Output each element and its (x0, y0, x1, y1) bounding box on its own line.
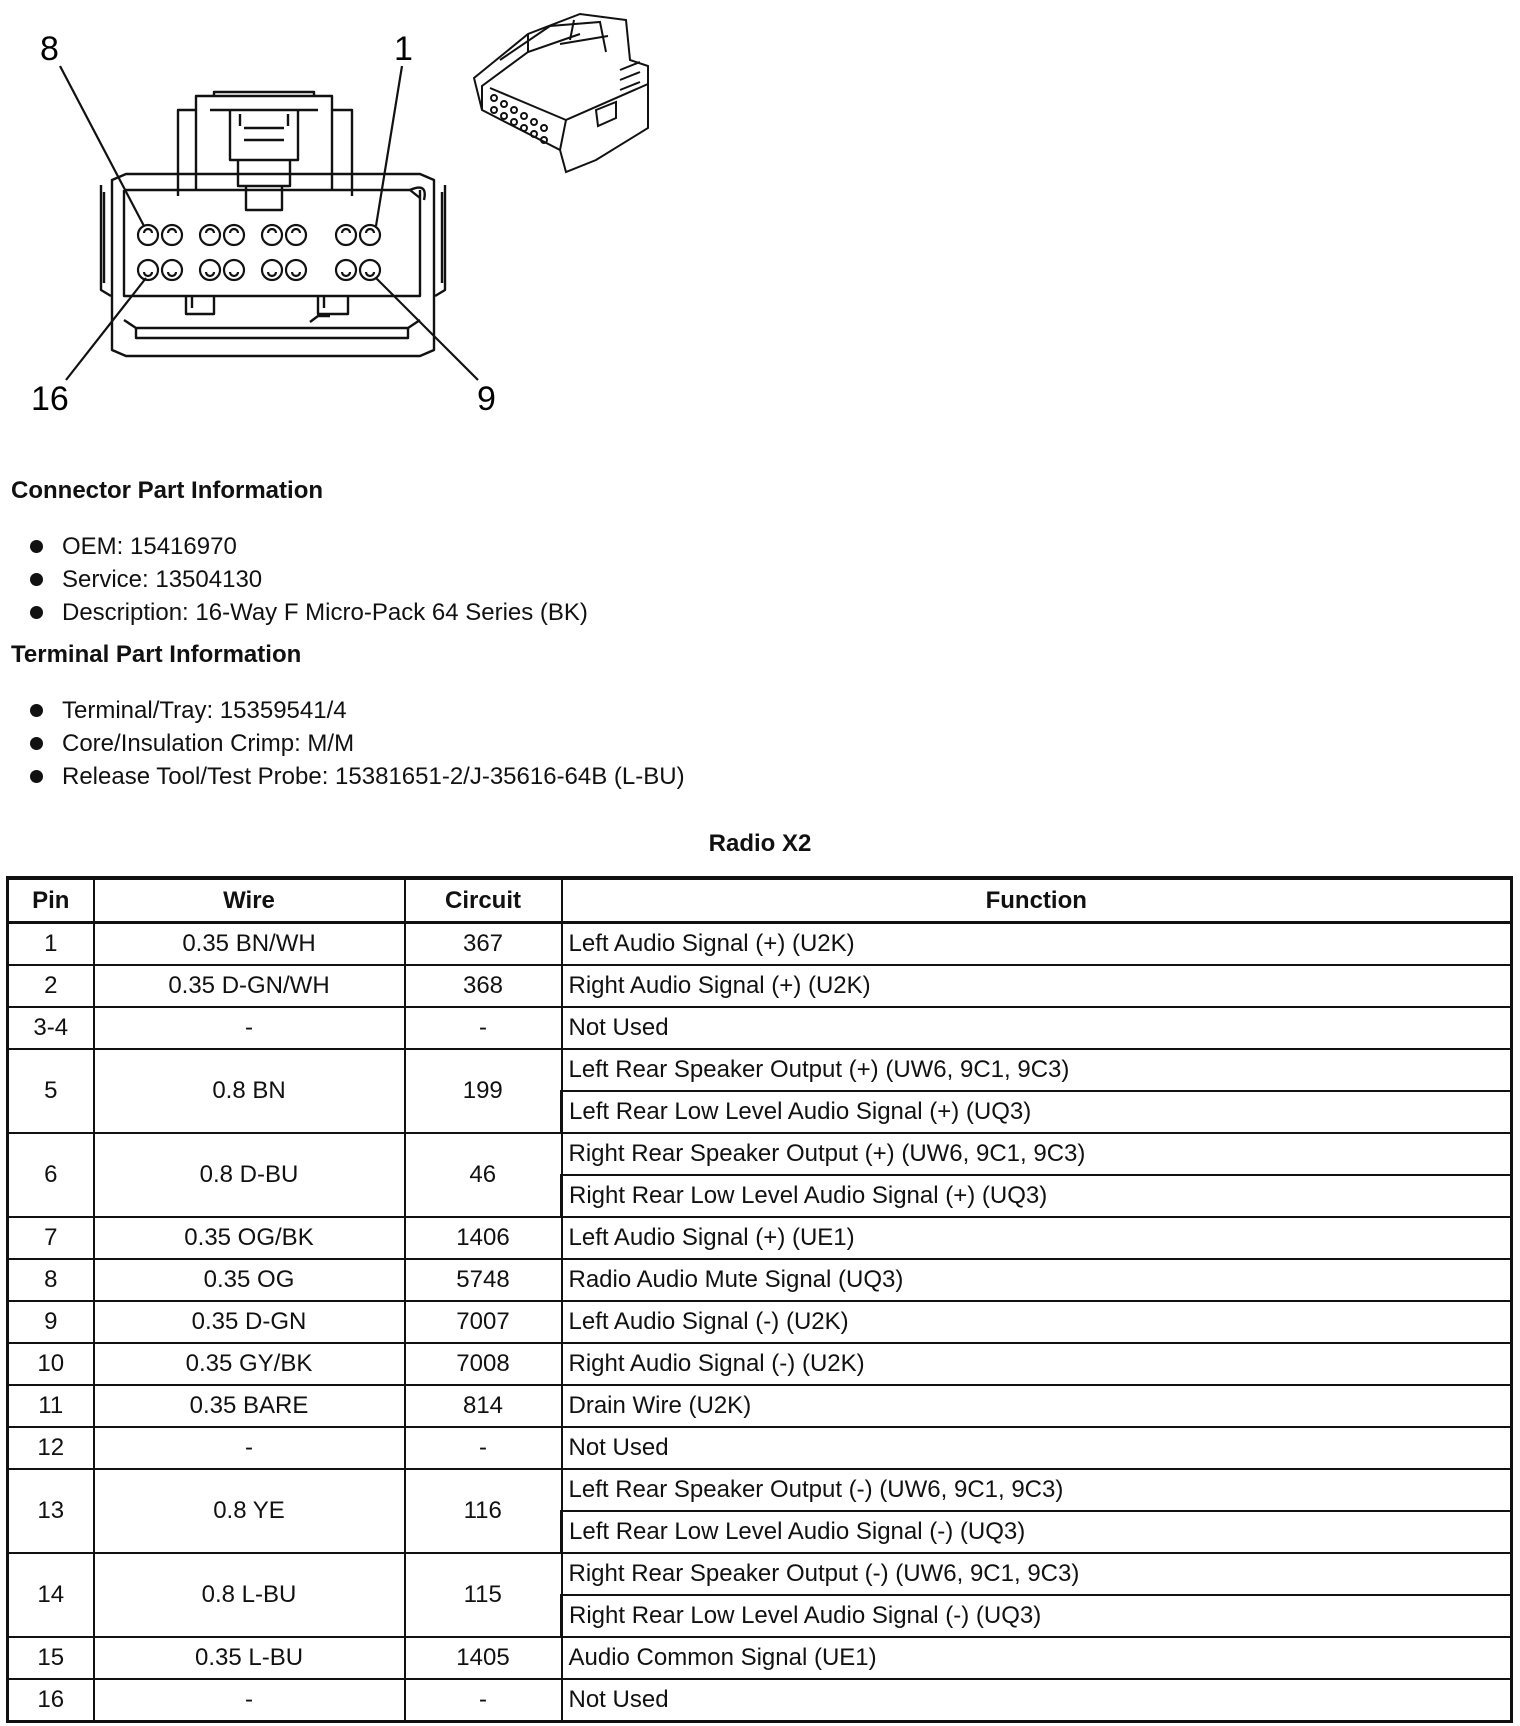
function-cell: Right Rear Speaker Output (+) (UW6, 9C1, 9C3) (562, 1133, 1512, 1175)
list-item: Terminal/Tray: 15359541/4 (30, 694, 685, 727)
function-cell: Right Audio Signal (+) (U2K) (562, 965, 1512, 1007)
pin-cell: 5 (8, 1049, 94, 1133)
table-row (8, 1637, 1512, 1679)
pin-cell: 9 (8, 1301, 94, 1343)
list-item: Release Tool/Test Probe: 15381651-2/J-35616-64B (L-BU) (30, 760, 685, 793)
table-row (8, 1427, 1512, 1469)
table-row (8, 1133, 1512, 1175)
table-row (8, 965, 1512, 1007)
circuit-cell: 814 (405, 1385, 562, 1427)
circuit-cell: 7007 (405, 1301, 562, 1343)
function-cell: Left Rear Low Level Audio Signal (-) (UQ3) (562, 1511, 1512, 1553)
function-cell: Left Audio Signal (-) (U2K) (562, 1301, 1512, 1343)
function-cell: Right Rear Speaker Output (-) (UW6, 9C1, 9C3) (562, 1553, 1512, 1595)
table-row (8, 1049, 1512, 1091)
circuit-cell: - (405, 1007, 562, 1049)
wire-cell: - (94, 1007, 405, 1049)
wire-cell: 0.35 OG (94, 1259, 405, 1301)
function-cell: Drain Wire (U2K) (562, 1385, 1512, 1427)
circuit-cell: 46 (405, 1133, 562, 1217)
pin-cell: 12 (8, 1427, 94, 1469)
function-cell: Right Audio Signal (-) (U2K) (562, 1343, 1512, 1385)
circuit-cell: 367 (405, 923, 562, 966)
header-circuit: Circuit (405, 878, 562, 923)
pin-cell: 16 (8, 1679, 94, 1722)
function-cell: Left Rear Low Level Audio Signal (+) (UQ3) (562, 1091, 1512, 1133)
wire-cell: - (94, 1679, 405, 1722)
wire-cell: 0.35 BARE (94, 1385, 405, 1427)
wire-cell: 0.35 D-GN/WH (94, 965, 405, 1007)
function-cell: Audio Common Signal (UE1) (562, 1637, 1512, 1679)
pin-cell: 7 (8, 1217, 94, 1259)
table-title: Radio X2 (708, 830, 812, 857)
pin-cell: 13 (8, 1469, 94, 1553)
function-cell: Not Used (562, 1427, 1512, 1469)
table-row (8, 1385, 1512, 1427)
circuit-cell: 116 (405, 1469, 562, 1553)
function-cell: Left Rear Speaker Output (+) (UW6, 9C1, 9C3) (562, 1049, 1512, 1091)
circuit-cell: - (405, 1679, 562, 1722)
function-cell: Not Used (562, 1679, 1512, 1722)
function-cell: Right Rear Low Level Audio Signal (+) (UQ3) (562, 1175, 1512, 1217)
connector-diagram (0, 0, 720, 430)
pin-cell: 14 (8, 1553, 94, 1637)
pin-leader-lines (60, 66, 478, 380)
terminal-part-info-list (30, 694, 685, 793)
header-wire: Wire (94, 878, 405, 923)
function-cell: Radio Audio Mute Signal (UQ3) (562, 1259, 1512, 1301)
pin-cell: 11 (8, 1385, 94, 1427)
connector-face-drawing (0, 0, 720, 430)
wire-cell: 0.8 BN (94, 1049, 405, 1133)
circuit-cell: 5748 (405, 1259, 562, 1301)
pin-label-8: 8 (40, 30, 59, 68)
function-cell: Left Audio Signal (+) (UE1) (562, 1217, 1512, 1259)
wire-cell: 0.8 YE (94, 1469, 405, 1553)
pin-cell: 10 (8, 1343, 94, 1385)
circuit-cell: - (405, 1427, 562, 1469)
header-pin: Pin (8, 878, 94, 923)
terminal-cavities (138, 225, 380, 280)
pinout-table (6, 876, 1513, 1723)
connector-3d-view (474, 14, 648, 172)
circuit-cell: 368 (405, 965, 562, 1007)
wire-cell: - (94, 1427, 405, 1469)
list-item: OEM: 15416970 (30, 530, 588, 563)
table-row (8, 1679, 1512, 1722)
circuit-cell: 199 (405, 1049, 562, 1133)
wire-cell: 0.35 GY/BK (94, 1343, 405, 1385)
pin-label-16: 16 (31, 380, 69, 418)
function-cell: Left Audio Signal (+) (U2K) (562, 923, 1512, 966)
table-row (8, 923, 1512, 966)
table-row (8, 1343, 1512, 1385)
circuit-cell: 7008 (405, 1343, 562, 1385)
pin-cell: 8 (8, 1259, 94, 1301)
wire-cell: 0.8 D-BU (94, 1133, 405, 1217)
connector-part-info-list (30, 530, 588, 629)
table-row (8, 1553, 1512, 1595)
function-cell: Not Used (562, 1007, 1512, 1049)
wire-cell: 0.35 OG/BK (94, 1217, 405, 1259)
list-item: Description: 16-Way F Micro-Pack 64 Series (BK) (30, 596, 588, 629)
pin-label-1: 1 (394, 30, 413, 68)
table-row (8, 1301, 1512, 1343)
circuit-cell: 1406 (405, 1217, 562, 1259)
pin-cell: 3-4 (8, 1007, 94, 1049)
pin-cell: 6 (8, 1133, 94, 1217)
pin-cell: 15 (8, 1637, 94, 1679)
pin-label-9: 9 (477, 380, 496, 418)
terminal-part-info-title: Terminal Part Information (11, 641, 302, 668)
circuit-cell: 1405 (405, 1637, 562, 1679)
wire-cell: 0.35 L-BU (94, 1637, 405, 1679)
wire-cell: 0.35 BN/WH (94, 923, 405, 966)
function-cell: Left Rear Speaker Output (-) (UW6, 9C1, 9C3) (562, 1469, 1512, 1511)
table-row (8, 1007, 1512, 1049)
table-row (8, 1259, 1512, 1301)
table-header-row (8, 878, 1512, 923)
connector-part-info-title: Connector Part Information (11, 477, 324, 504)
pin-cell: 2 (8, 965, 94, 1007)
function-cell: Right Rear Low Level Audio Signal (-) (UQ3) (562, 1595, 1512, 1637)
table-body (8, 923, 1512, 1722)
pin-cell: 1 (8, 923, 94, 966)
table-row (8, 1217, 1512, 1259)
list-item: Service: 13504130 (30, 563, 588, 596)
circuit-cell: 115 (405, 1553, 562, 1637)
wire-cell: 0.8 L-BU (94, 1553, 405, 1637)
header-function: Function (562, 878, 1512, 923)
wire-cell: 0.35 D-GN (94, 1301, 405, 1343)
table-row (8, 1469, 1512, 1511)
list-item: Core/Insulation Crimp: M/M (30, 727, 685, 760)
